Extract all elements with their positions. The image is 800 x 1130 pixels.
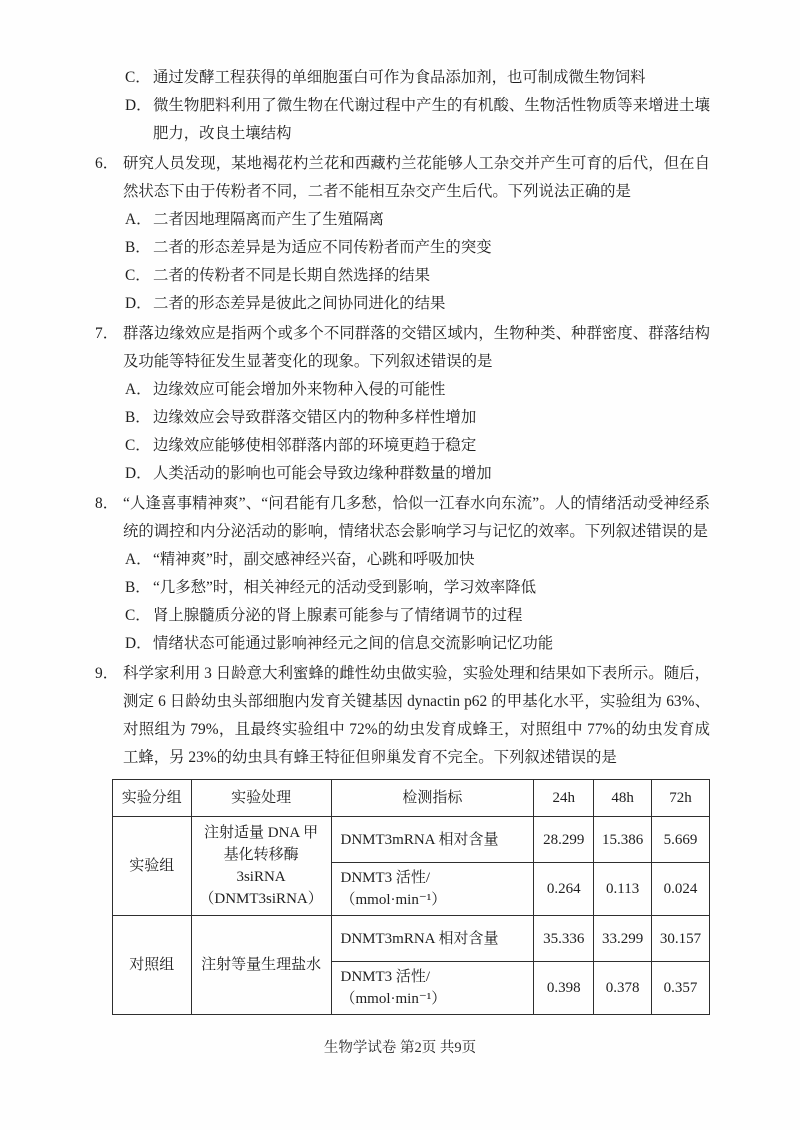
value-cell: 33.299 [594, 916, 652, 962]
table-row [113, 817, 710, 863]
question-stem-text: 科学家利用 3 日龄意大利蜜蜂的雌性幼虫做实验，实验处理和结果如下表所示。随后，测定 6 日龄幼虫头部细胞内发育关键基因 dynactin p62 的甲基化水平，实验组为 63%、对照组为 79%，且最终实验组中 72%的幼虫发育成蜂王，对照组中 77%的幼虫发育成工蜂，另 23%的幼虫具有蜂王特征但卵巢发育不完全。下列叙述错误的是 [123, 665, 710, 766]
option [125, 404, 710, 432]
option [125, 290, 710, 318]
footer-text: 生物学试卷 第2页 共9页 [323, 1040, 477, 1056]
value-cell: 30.157 [652, 916, 710, 962]
question-stem-text: 研究人员发现，某地褐花杓兰花和西藏杓兰花能够人工杂交并产生可育的后代，但在自然状态下由于传粉者不同，二者不能相互杂交产生后代。下列说法正确的是 [123, 155, 710, 200]
group-name-cell: 对照组 [113, 916, 192, 1015]
question-options [125, 376, 710, 488]
column-header-48h: 48h [594, 780, 652, 817]
question-6 [95, 150, 710, 318]
option [125, 602, 710, 630]
question-number: 6． [95, 155, 119, 172]
question-number: 7． [95, 325, 119, 342]
option-label: C． [125, 437, 151, 454]
option-text: 肾上腺髓质分泌的肾上腺素可能参与了情绪调节的过程 [153, 607, 523, 624]
question-9 [95, 660, 710, 772]
option [125, 630, 710, 658]
treatment-cell: 注射适量 DNA 甲基化转移酶 3siRNA（DNMT3siRNA） [191, 817, 331, 916]
option-text: 边缘效应能够使相邻群落内部的环境更趋于稳定 [153, 437, 477, 454]
option-text: 微生物肥料利用了微生物在代谢过程中产生的有机酸、生物活性物质等来增进土壤肥力，改良土壤结构 [153, 97, 710, 142]
option [125, 376, 710, 404]
question-number: 9． [95, 665, 119, 682]
option [125, 234, 710, 262]
option-text: “精神爽”时，副交感神经兴奋，心跳和呼吸加快 [153, 551, 475, 568]
option-label: D． [125, 295, 152, 312]
indicator-cell: DNMT3mRNA 相对含量 [331, 916, 534, 962]
question-number: 8． [95, 495, 119, 512]
value-cell: 35.336 [534, 916, 594, 962]
value-cell: 0.024 [652, 863, 710, 916]
option-text: 二者的形态差异是为适应不同传粉者而产生的突变 [153, 239, 492, 256]
option-label: C． [125, 69, 151, 86]
option-label: C． [125, 267, 151, 284]
option [125, 92, 710, 148]
option-label: C． [125, 607, 151, 624]
column-header-treatment: 实验处理 [191, 780, 331, 817]
question-stem [95, 150, 710, 206]
page-footer [0, 1036, 800, 1057]
option-text: 二者的形态差异是彼此之间协同进化的结果 [153, 295, 446, 312]
indicator-cell: DNMT3 活性/（mmol·min⁻¹） [331, 863, 534, 916]
experiment-table [112, 779, 710, 1015]
value-cell: 0.378 [594, 962, 652, 1015]
indicator-cell: DNMT3mRNA 相对含量 [331, 817, 534, 863]
option-text: 情绪状态可能通过影响神经元之间的信息交流影响记忆功能 [153, 635, 554, 652]
option-text: “几多愁”时，相关神经元的活动受到影响，学习效率降低 [153, 579, 537, 596]
question-stem [95, 660, 710, 772]
column-header-indicator: 检测指标 [331, 780, 534, 817]
option-label: B． [125, 239, 151, 256]
page-content [95, 64, 710, 1015]
column-header-24h: 24h [534, 780, 594, 817]
column-header-group: 实验分组 [113, 780, 192, 817]
value-cell: 0.357 [652, 962, 710, 1015]
question-stem-text: “人逢喜事精神爽”、“问君能有几多愁，恰似一江春水向东流”。人的情绪活动受神经系统的调控和内分泌活动的影响，情绪状态会影响学习与记忆的效率。下列叙述错误的是 [123, 495, 710, 540]
option-text: 人类活动的影响也可能会导致边缘种群数量的增加 [153, 465, 492, 482]
option-text: 二者因地理隔离而产生了生殖隔离 [153, 211, 384, 228]
question-7 [95, 320, 710, 488]
question-8 [95, 490, 710, 658]
option [125, 206, 710, 234]
value-cell: 28.299 [534, 817, 594, 863]
table-header-row [113, 780, 710, 817]
question-stem [95, 320, 710, 376]
value-cell: 5.669 [652, 817, 710, 863]
option-label: B． [125, 409, 151, 426]
option-text: 边缘效应可能会增加外来物种入侵的可能性 [153, 381, 446, 398]
option-label: A． [125, 551, 152, 568]
option [125, 64, 710, 92]
value-cell: 0.398 [534, 962, 594, 1015]
option [125, 262, 710, 290]
value-cell: 0.264 [534, 863, 594, 916]
option [125, 432, 710, 460]
question-options [125, 546, 710, 658]
option [125, 460, 710, 488]
question-stem [95, 490, 710, 546]
option [125, 546, 710, 574]
table-row [113, 916, 710, 962]
option-label: A． [125, 211, 152, 228]
option-text: 通过发酵工程获得的单细胞蛋白可作为食品添加剂，也可制成微生物饲料 [153, 69, 646, 86]
question-stem-text: 群落边缘效应是指两个或多个不同群落的交错区域内，生物种类、种群密度、群落结构及功能等特征发生显著变化的现象。下列叙述错误的是 [123, 325, 710, 370]
question5-tail-options [125, 64, 710, 148]
value-cell: 0.113 [594, 863, 652, 916]
option-text: 边缘效应会导致群落交错区内的物种多样性增加 [153, 409, 477, 426]
question-options [125, 206, 710, 318]
option-label: B． [125, 579, 151, 596]
group-name-cell: 实验组 [113, 817, 192, 916]
option-text: 二者的传粉者不同是长期自然选择的结果 [153, 267, 431, 284]
option-label: D． [125, 465, 152, 482]
value-cell: 15.386 [594, 817, 652, 863]
column-header-72h: 72h [652, 780, 710, 817]
option [125, 574, 710, 602]
option-label: A． [125, 381, 152, 398]
treatment-cell: 注射等量生理盐水 [191, 916, 331, 1015]
option-label: D． [125, 635, 152, 652]
indicator-cell: DNMT3 活性/（mmol·min⁻¹） [331, 962, 534, 1015]
option-label: D． [125, 97, 152, 114]
